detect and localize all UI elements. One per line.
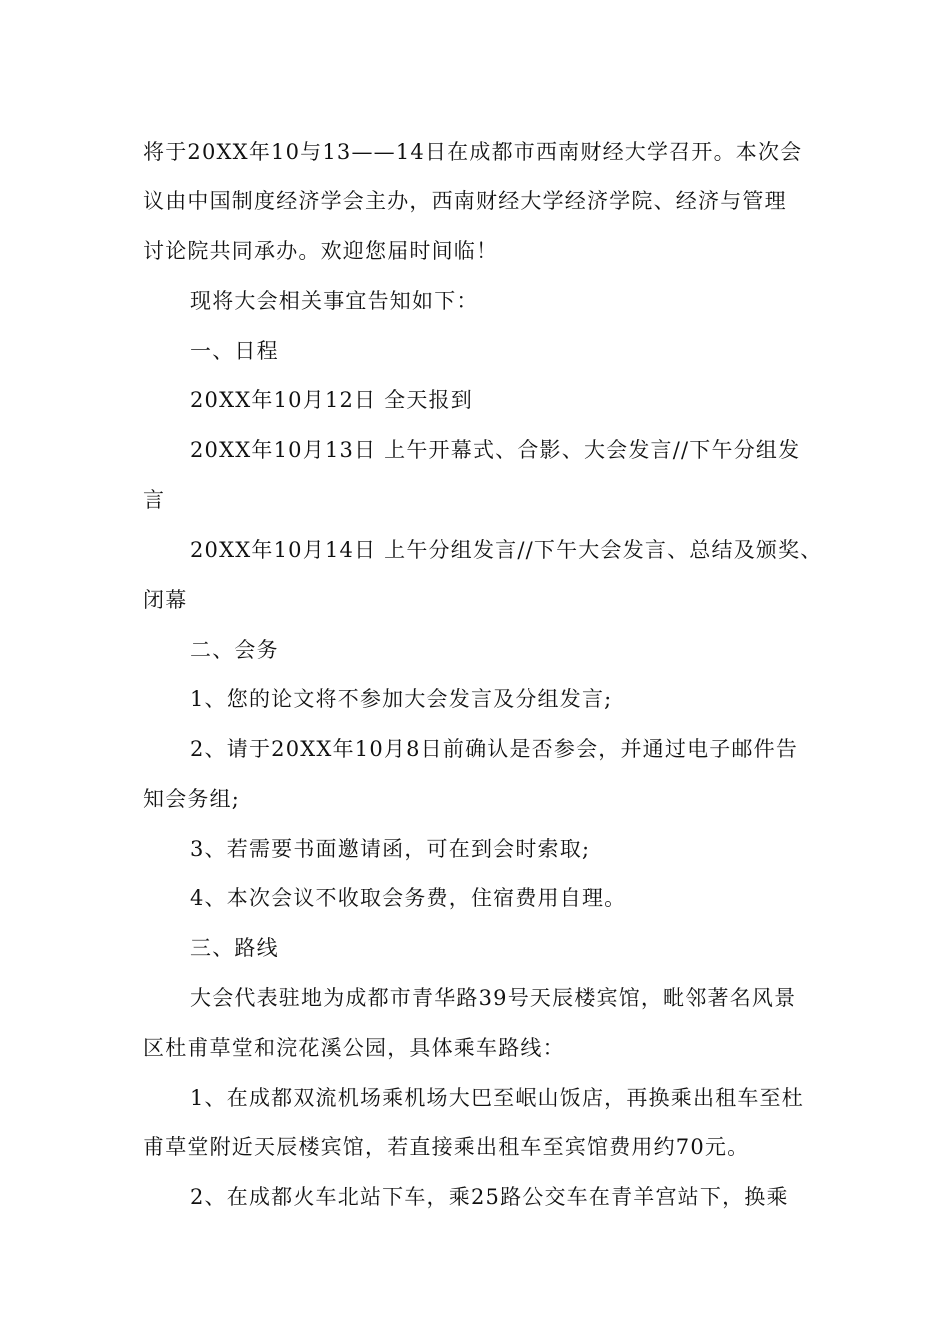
list-item: 2、请于20XX年10月8日前确认是否参会，并通过电子邮件告 (190, 737, 799, 761)
list-item: 4、本次会议不收取会务费，住宿费用自理。 (190, 886, 627, 910)
schedule-line: 闭幕 (143, 588, 188, 612)
schedule-line: 言 (143, 488, 166, 512)
section-heading: 三、路线 (190, 936, 279, 960)
list-item: 甫草堂附近天辰楼宾馆，若直接乘出租车至宾馆费用约70元。 (143, 1135, 750, 1159)
schedule-line: 20XX年10月12日 全天报到 (190, 388, 473, 412)
paragraph-line: 议由中国制度经济学会主办，西南财经大学经济学院、经济与管理 (143, 189, 787, 213)
paragraph-line: 讨论院共同承办。欢迎您届时间临！ (143, 239, 499, 263)
schedule-line: 20XX年10月14日 上午分组发言//下午大会发言、总结及颁奖、 (190, 538, 823, 562)
list-item: 2、在成都火车北站下车，乘25路公交车在青羊宫站下，换乘 (190, 1185, 789, 1209)
paragraph-line: 现将大会相关事宜告知如下： (190, 289, 479, 313)
schedule-line: 20XX年10月13日 上午开幕式、合影、大会发言//下午分组发 (190, 438, 801, 462)
list-item: 3、若需要书面邀请函，可在到会时索取; (190, 837, 591, 861)
list-item: 1、在成都双流机场乘机场大巴至岷山饭店，再换乘出租车至杜 (190, 1086, 804, 1110)
paragraph-line: 将于20XX年10与13——14日在成都市西南财经大学召开。本次会 (143, 140, 803, 164)
paragraph-line: 大会代表驻地为成都市青华路39号天辰楼宾馆，毗邻著名风景 (190, 986, 797, 1010)
list-item: 1、您的论文将不参加大会发言及分组发言; (190, 687, 613, 711)
section-heading: 二、会务 (190, 638, 279, 662)
section-heading: 一、日程 (190, 339, 279, 363)
list-item: 知会务组; (143, 787, 241, 811)
paragraph-line: 区杜甫草堂和浣花溪公园，具体乘车路线： (143, 1036, 565, 1060)
